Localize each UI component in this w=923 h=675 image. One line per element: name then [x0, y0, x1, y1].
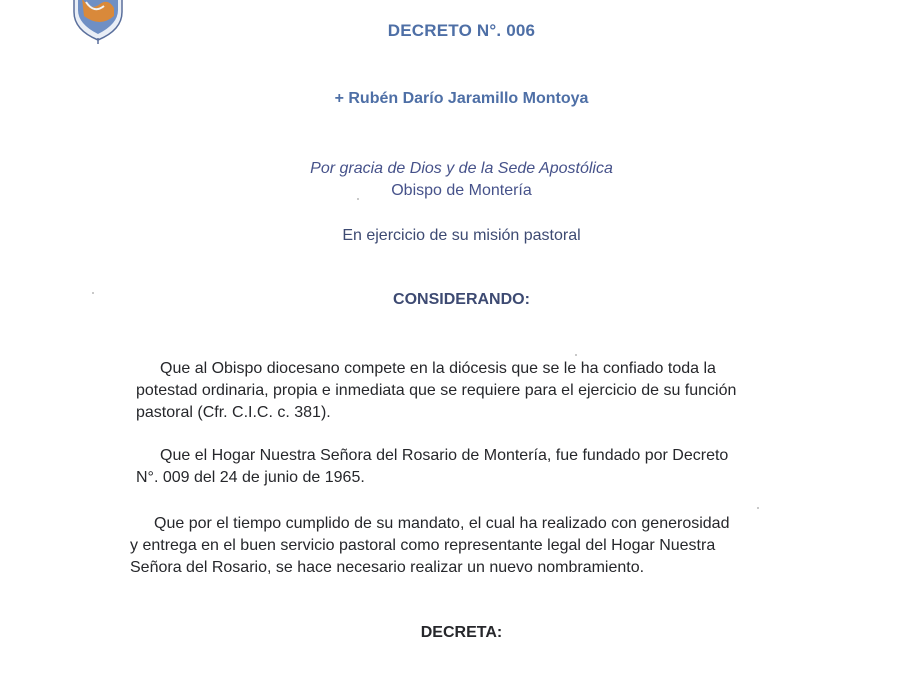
decreta-heading: DECRETA:: [420, 624, 503, 641]
bishop-titles: [0, 158, 923, 202]
considerando-paragraph-3: [130, 513, 796, 579]
grace-line: Por gracia de Dios y de la Sede Apostólica: [310, 160, 613, 177]
considerando-paragraph-1: [136, 358, 796, 424]
paragraph-line: pastoral (Cfr. C.I.C. c. 381).: [136, 404, 331, 421]
paragraph-line: Que al Obispo diocesano compete en la diócesis que se le ha confiado toda la: [160, 360, 716, 377]
paragraph-line: Que por el tiempo cumplido de su mandato, el cual ha realizado con generosidad: [154, 515, 730, 532]
scan-speck: [757, 507, 759, 509]
considerando-paragraph-2: [136, 445, 796, 489]
mission-line: En ejercicio de su misión pastoral: [342, 227, 581, 244]
scan-speck: [575, 354, 577, 356]
bishop-name: + Rubén Darío Jaramillo Montoya: [334, 90, 589, 107]
paragraph-line: N°. 009 del 24 de junio de 1965.: [136, 469, 365, 486]
scan-speck: [357, 198, 359, 200]
paragraph-line: Que el Hogar Nuestra Señora del Rosario de Montería, fue fundado por Decreto: [160, 447, 729, 464]
paragraph-line: potestad ordinaria, propia e inmediata que se requiere para el ejercicio de su función: [136, 382, 737, 399]
paragraph-line: Señora del Rosario, se hace necesario realizar un nuevo nombramiento.: [130, 559, 645, 576]
considerando-heading: CONSIDERANDO:: [393, 291, 530, 308]
paragraph-line: y entrega en el buen servicio pastoral como representante legal del Hogar Nuestra: [130, 537, 716, 554]
bishop-see-line: Obispo de Montería: [391, 182, 532, 199]
decree-title: DECRETO N°. 006: [387, 21, 536, 40]
scan-speck: [92, 292, 94, 294]
